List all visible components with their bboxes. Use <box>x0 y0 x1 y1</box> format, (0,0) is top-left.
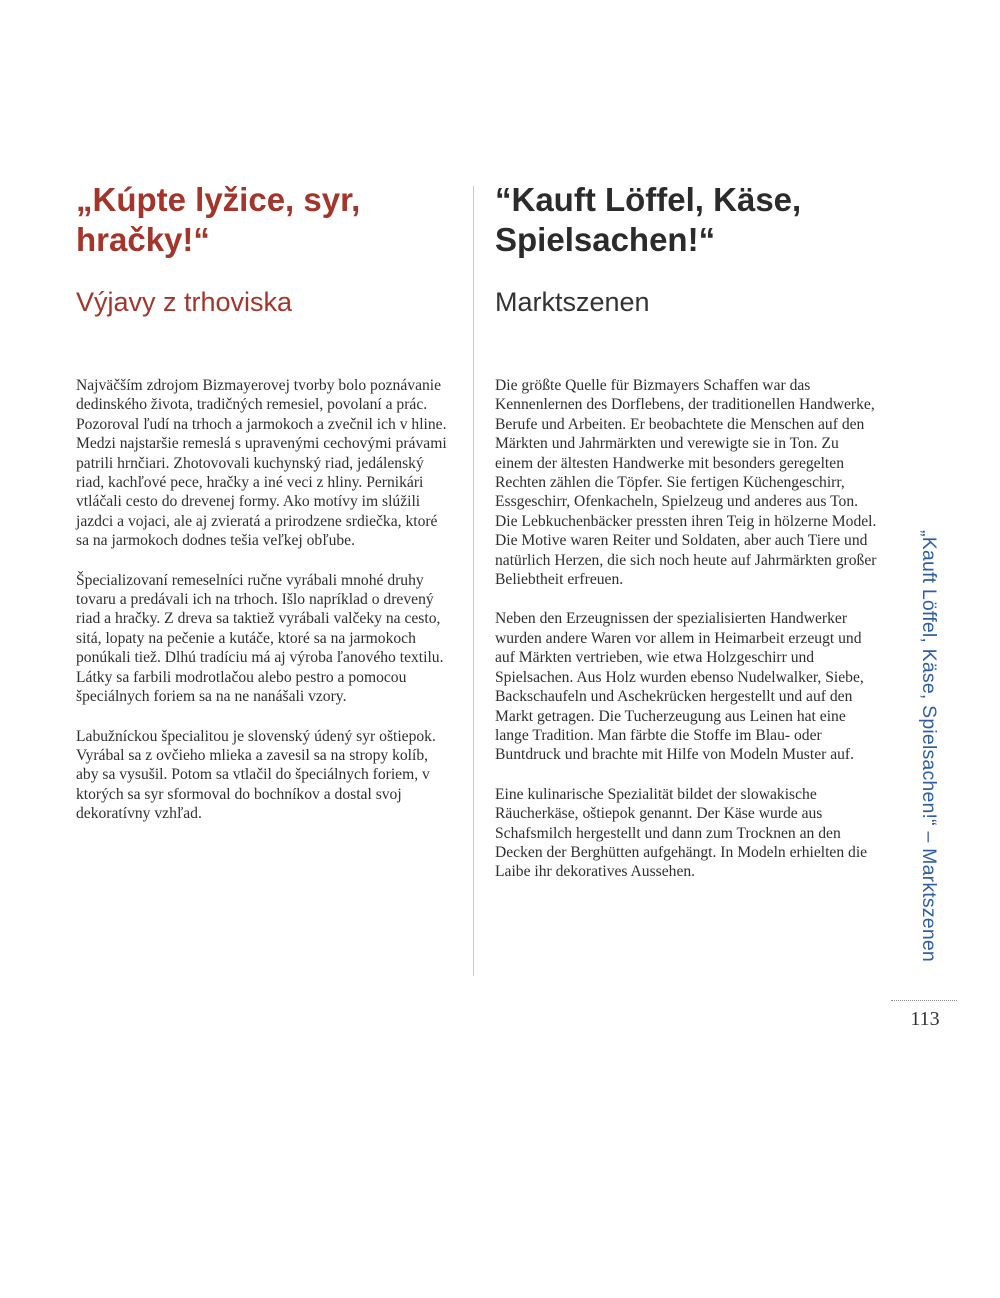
slovak-body <box>76 376 454 844</box>
german-paragraph-1: Die größte Quelle für Bizmayers Schaffen war das Kennenlernen des Dorflebens, der traditionellen Handwerke, Berufe und Arbeiten. Er beobachtete die Menschen auf den Märkten und Jahrmärkten und verewigte sie in Ton. Zu einem der ältesten Handwerke mit besonders geregelten Rechten zählen die Töpfer. Sie fertigen Küchengeschirr, Essgeschirr, Ofenkacheln, Spielzeug und anderes aus Ton. Die Lebkuchenbäcker pressten ihren Teig in hölzerne Model. Die Motive waren Reiter und Soldaten, aber auch Tiere und natürlich Herzen, die sich noch heute auf Jahrmärkten großer Beliebtheit erfreuen. <box>495 377 877 589</box>
german-paragraph-2: Neben den Erzeugnissen der spezialisierten Handwerker wurden andere Waren vor allem in Heimarbeit erzeugt und auf Märkten vertrieben, wie etwa Holzgeschirr und Spielsachen. Aus Holz wurden ebenso Nudelwalker, Siebe, Backschaufeln und Aschekrücken hergestellt und auf den Markt getragen. Die Tucherzeugung aus Leinen hat eine lange Tradition. Man färbte die Stoffe im Blau- oder Buntdruck und brachte mit Hilfe von Modeln Muster auf. <box>495 610 864 764</box>
running-title-text: „Kauft Löffel, Käse, Spielsachen!“ – Marktszenen <box>918 530 940 962</box>
german-paragraph-3: Eine kulinarische Spezialität bildet der slowakische Räucherkäse, oštiepok genannt. Der Käse wurde aus Schafsmilch hergestellt und dann zum Trocknen an den Decken der Berghütten aufgehängt. In Modeln erhielten die Laibe ihr dekoratives Aussehen. <box>495 785 868 881</box>
slovak-paragraph-2: Špecializovaní remeselníci ručne vyrábali mnohé druhy tovaru a predávali ich na trhoch. Išlo napríklad o drevený riad a hračky. Z dreva sa taktiež vyrábali valčeky na cesto, sitá, lopaty na pečenie a kutáče, ktoré sa na jarmokoch ponúkali tiež. Dlhú tradíciu má aj výroba ľanového textilu. Látky sa farbili modrotlačou alebo pestro a pomocou špeciálnych foriem sa na ne nanášali vzory. <box>76 571 444 706</box>
slovak-paragraph-1: Najväčším zdrojom Bizmayerovej tvorby bolo poznávanie dedinského života, tradičných remesiel, povolaní a prác. Pozoroval ľudí na trhoch a jarmokoch a zvečnil ich v hline. Medzi najstaršie remeslá s upravenými cechovými právami patrili hrnčiari. Zhotovovali kuchynský riad, jedálenský riad, kachľové pece, hračky a iné veci z hliny. Pernikári vtláčali cesto do drevenej formy. Ako motívy im slúžili jazdci a vojaci, ale aj zvieratá a prirodzene srdiečka, ktoré sa na jarmokoch dodnes tešia veľkej obľube. <box>76 377 447 550</box>
slovak-title: „Kúpte lyžice, syr, hračky!“ <box>76 181 361 258</box>
page-number: 113 <box>910 1008 940 1030</box>
page-number-rule <box>891 1000 957 1001</box>
slovak-paragraph-3: Labužníckou špecialitou je slovenský údený syr oštiepok. Vyrábal sa z ovčieho mlieka a zavesil sa na stropy kolíb, aby sa vysušil. Potom sa vtlačil do špeciálnych foriem, v ktorých sa syr sformoval do bochníkov a dostal svoj dekoratívny vzhľad. <box>76 727 436 823</box>
running-title <box>917 530 947 985</box>
column-divider <box>473 186 474 976</box>
slovak-column <box>76 180 454 823</box>
slovak-subtitle: Výjavy z trhoviska <box>76 287 293 317</box>
german-body <box>495 376 880 902</box>
german-title: “Kauft Löffel, Käse, Spielsachen!“ <box>495 181 802 258</box>
german-subtitle: Marktszenen <box>495 287 650 317</box>
german-column <box>495 180 880 881</box>
